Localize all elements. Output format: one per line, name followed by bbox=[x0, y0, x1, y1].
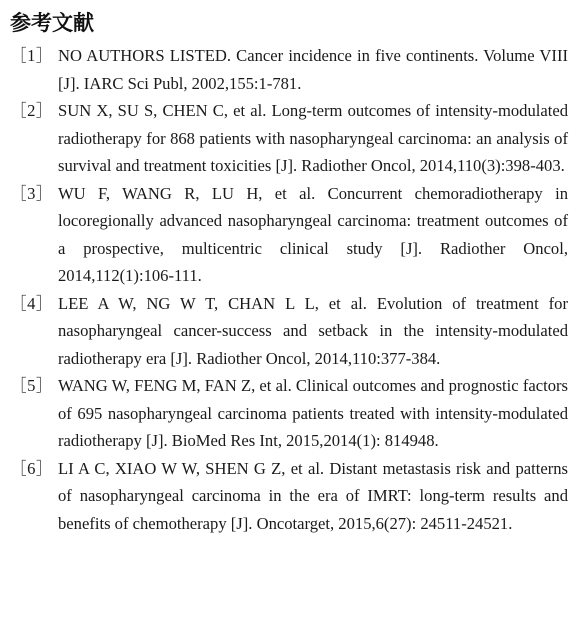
reference-number: ［6］ bbox=[10, 458, 53, 478]
reference-text: WU F, WANG R, LU H, et al. Concurrent chemoradiotherapy in locoregionally advanced nasopharyngeal carcinoma: treatment outcomes of a prospective, multicentric clinical study [J]. Radiother Oncol, 2014,112(1):106-111. bbox=[58, 183, 568, 285]
reference-text: LI A C, XIAO W W, SHEN G Z, et al. Distant metastasis risk and patterns of nasopharyngeal carcinoma in the era of IMRT: long-term results and benefits of chemotherapy [J]. Oncotarget, 2015,6(27): 24511-24521. bbox=[58, 458, 568, 533]
reference-text: LEE A W, NG W T, CHAN L L, et al. Evolution of treatment for nasopharyngeal cancer-success and setback in the intensity-modulated radiotherapy era [J]. Radiother Oncol, 2014,110:377-384. bbox=[58, 293, 568, 368]
reference-item-6 bbox=[10, 455, 568, 538]
reference-item-4 bbox=[10, 290, 568, 373]
reference-number: ［5］ bbox=[10, 376, 53, 395]
reference-number: ［4］ bbox=[10, 293, 53, 313]
reference-text: NO AUTHORS LISTED. Cancer incidence in five continents. Volume VIII [J]. IARC Sci Publ, 2002,155:1-781. bbox=[58, 46, 568, 93]
reference-list bbox=[10, 42, 568, 537]
reference-item-1 bbox=[10, 42, 568, 97]
references-heading: 参考文献 bbox=[10, 11, 94, 35]
reference-number: ［2］ bbox=[10, 101, 53, 120]
reference-number: ［3］ bbox=[10, 183, 53, 203]
reference-number: ［1］ bbox=[10, 46, 53, 65]
reference-item-5 bbox=[10, 372, 568, 455]
reference-item-2 bbox=[10, 97, 568, 180]
reference-text: SUN X, SU S, CHEN C, et al. Long-term outcomes of intensity-modulated radiotherapy for 868 patients with nasopharyngeal carcinoma: an analysis of survival and treatment toxicities [J]. Radiother Oncol, 2014,110(3):398-403. bbox=[58, 101, 568, 175]
reference-item-3 bbox=[10, 180, 568, 290]
reference-text: WANG W, FENG M, FAN Z, et al. Clinical outcomes and prognostic factors of 695 nasopharyngeal carcinoma patients treated with intensity-modulated radiotherapy [J]. BioMed Res Int, 2015,2014(1): 814948. bbox=[58, 376, 568, 450]
